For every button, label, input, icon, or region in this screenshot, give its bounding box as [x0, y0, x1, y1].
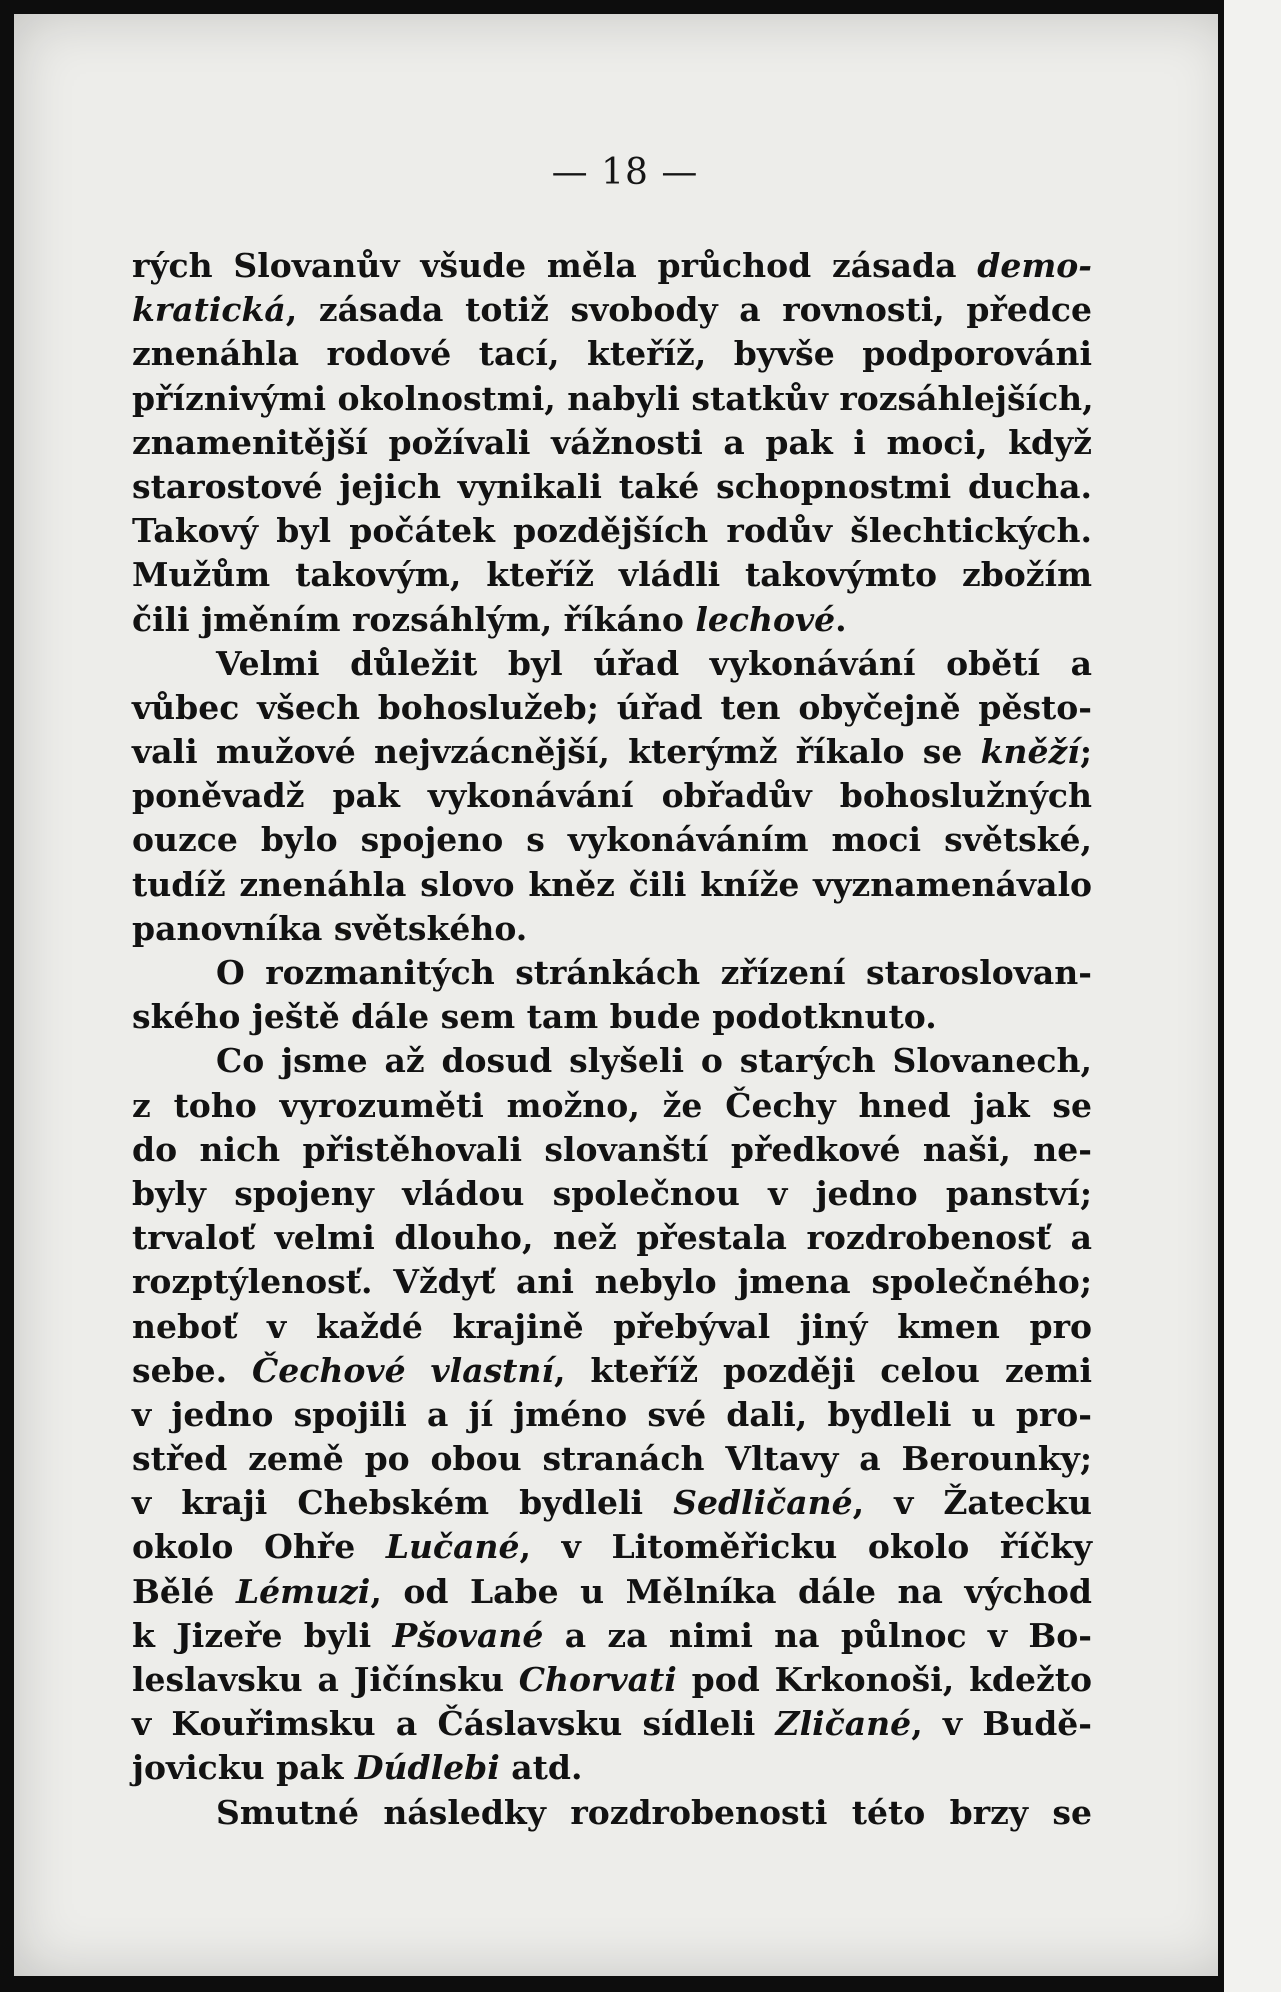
text-run: sebe.: [132, 1350, 253, 1390]
text-line: [132, 1172, 1092, 1216]
text-run: , v Litoměřicku okolo říčky: [519, 1527, 1093, 1567]
text-run: .: [835, 599, 847, 639]
text-run: ;: [1079, 732, 1092, 772]
text-line: [132, 995, 1092, 1039]
text-run: poněvadž pak vykonávání obřadův bohoslužných: [132, 776, 1092, 816]
text-line: [132, 1658, 1092, 1702]
text-run: Takový byl počátek pozdějších rodův šlechtických.: [132, 511, 1092, 551]
text-run: tudíž znenáhla slovo kněz čili kníže vyznamenávalo: [132, 864, 1092, 904]
text-line: [132, 509, 1092, 553]
text-run: starostové jejich vynikali také schopnostmi ducha.: [132, 466, 1092, 506]
text-line: [132, 907, 1092, 951]
text-line: [132, 1128, 1092, 1172]
text-line: [132, 686, 1092, 730]
emphasized-text: Zličané: [775, 1704, 912, 1744]
text-run: atd.: [499, 1748, 583, 1788]
text-line: [132, 1349, 1092, 1393]
text-line: [132, 332, 1092, 376]
text-run: , v Budě-: [911, 1704, 1092, 1744]
text-run: pod Krkonoši, kdežto: [676, 1660, 1092, 1699]
text-run: z toho vyrozuměti možno, že Čechy hned jak se: [132, 1085, 1092, 1125]
text-line: [132, 1481, 1092, 1525]
text-line: [132, 774, 1092, 818]
emphasized-text: Dúdlebi: [354, 1748, 500, 1788]
text-run: znenáhla rodové tací, kteříž, byvše podporováni: [132, 334, 1092, 374]
text-run: v kraji Chebském bydleli: [132, 1483, 674, 1523]
text-run: rozptýlenosť. Vždyť ani nebylo jmena společného;: [132, 1262, 1092, 1302]
book-page: [14, 14, 1236, 1976]
text-line: [132, 288, 1092, 332]
text-line: [132, 1437, 1092, 1481]
page-gutter: [1218, 0, 1281, 1992]
text-run: střed země po obou stranách Vltavy a Berounky;: [132, 1439, 1092, 1479]
text-run: příznivými okolnostmi, nabyli statkův rozsáhlejších,: [132, 378, 1094, 418]
text-run: trvaloť velmi dlouho, než přestala rozdrobenosť a: [132, 1218, 1092, 1258]
text-line: [132, 951, 1092, 995]
text-line: [132, 863, 1092, 907]
emphasized-text: Lémuzi: [235, 1571, 371, 1611]
page-text: [132, 244, 1092, 1835]
text-run: Smutné následky rozdrobenosti této brzy se: [216, 1792, 1092, 1832]
text-line: [132, 1525, 1092, 1569]
emphasized-text: Pšované: [392, 1615, 544, 1655]
text-line: [132, 1305, 1092, 1349]
text-line: [132, 1393, 1092, 1437]
text-line: [132, 1614, 1092, 1658]
text-line: [132, 1791, 1092, 1835]
text-line: [132, 377, 1092, 421]
text-run: rých Slovanův všude měla průchod zásada: [132, 246, 978, 285]
text-run: Co jsme až dosud slyšeli o starých Slovanech,: [216, 1041, 1092, 1081]
emphasized-text: Chorvati: [518, 1660, 677, 1699]
text-run: vůbec všech bohoslužeb; úřad ten obyčejně pěsto-: [132, 687, 1092, 727]
emphasized-text: kněží: [980, 732, 1080, 772]
text-run: Mužům takovým, kteříž vládli takovýmto zbožím: [132, 555, 1092, 595]
text-run: v Kouřimsku a Čáslavsku sídleli: [132, 1704, 776, 1744]
text-run: , v Žatecku: [852, 1483, 1092, 1523]
text-run: vali mužové nejvzácnější, kterýmž říkalo se: [132, 732, 981, 772]
text-run: do nich přistěhovali slovanští předkové naši, ne-: [132, 1129, 1092, 1169]
text-run: byly spojeny vládou společnou v jedno panství;: [132, 1173, 1092, 1213]
emphasized-text: demo-: [977, 246, 1092, 285]
text-line: [132, 1570, 1092, 1614]
text-run: k Jizeře byli: [132, 1615, 393, 1655]
text-run: panovníka světského.: [132, 908, 528, 948]
emphasized-text: Sedličané: [673, 1483, 853, 1523]
text-run: , od Labe u Mělníka dále na východ: [370, 1571, 1092, 1611]
emphasized-text: lechové: [695, 599, 836, 639]
text-run: ouzce bylo spojeno s vykonáváním moci světské,: [132, 820, 1092, 860]
text-line: [132, 244, 1092, 288]
text-run: v jedno spojili a jí jméno své dali, bydleli u pro-: [132, 1394, 1092, 1434]
text-run: čili jměním rozsáhlým, říkáno: [132, 599, 696, 639]
text-line: [132, 465, 1092, 509]
text-run: znamenitější požívali vážnosti a pak i moci, když: [132, 422, 1092, 462]
text-line: [132, 421, 1092, 465]
text-line: [132, 1039, 1092, 1083]
page-number: — 18 —: [551, 152, 699, 193]
text-line: [132, 1746, 1092, 1790]
text-run: a za nimi na půlnoc v Bo-: [543, 1615, 1092, 1655]
text-run: , zásada totiž svobody a rovnosti, předce: [285, 290, 1092, 330]
emphasized-text: Lučané: [385, 1527, 520, 1567]
text-run: O rozmanitých stránkách zřízení staroslovan-: [216, 953, 1092, 992]
text-line: [132, 1260, 1092, 1304]
text-run: okolo Ohře: [132, 1527, 386, 1567]
text-line: [132, 598, 1092, 642]
text-run: jovicku pak: [132, 1748, 355, 1788]
text-line: [132, 1216, 1092, 1260]
text-line: [132, 730, 1092, 774]
text-run: leslavsku a Jičínsku: [132, 1660, 519, 1699]
text-line: [132, 1702, 1092, 1746]
text-run: neboť v každé krajině přebýval jiný kmen pro: [132, 1306, 1092, 1346]
text-run: ského ještě dále sem tam bude podotknuto.: [132, 997, 937, 1037]
text-run: , kteříž později celou zemi: [553, 1350, 1093, 1390]
emphasized-text: kratická: [132, 290, 286, 330]
text-run: Velmi důležit byl úřad vykonávání obětí a: [216, 643, 1092, 683]
text-run: Bělé: [132, 1571, 236, 1611]
text-line: [132, 642, 1092, 686]
text-line: [132, 1084, 1092, 1128]
text-line: [132, 818, 1092, 862]
emphasized-text: Čechové vlastní: [252, 1350, 554, 1390]
text-line: [132, 553, 1092, 597]
